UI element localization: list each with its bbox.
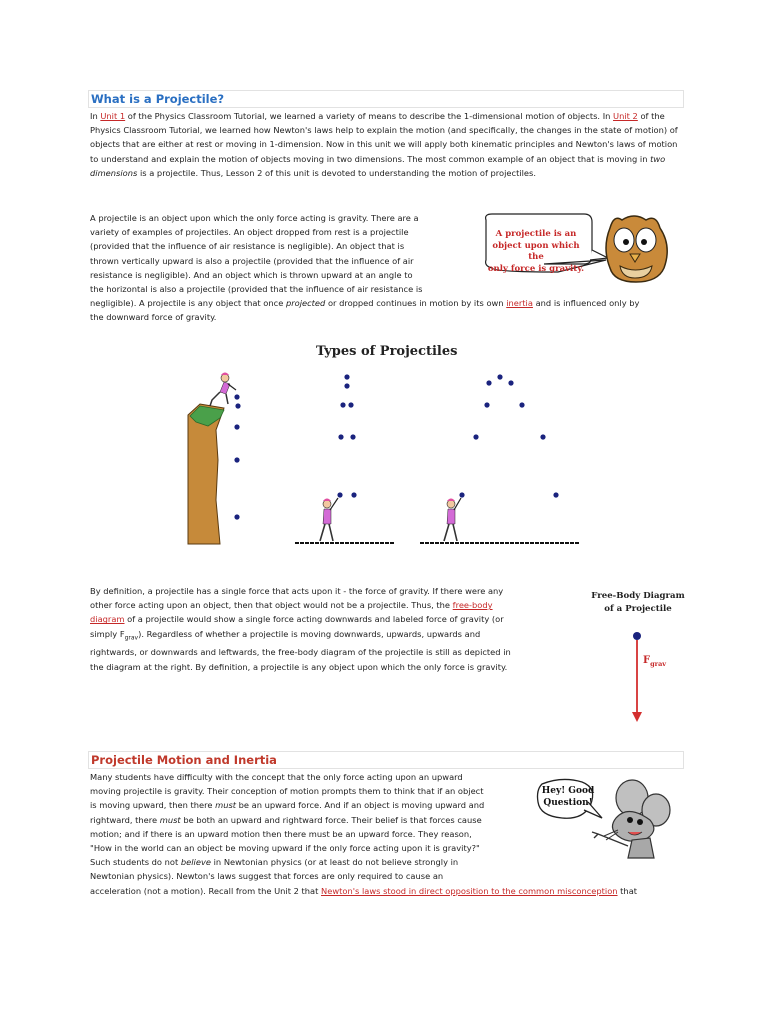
inertia-paragraph: Many students have difficulty with the concept that the only force acting upon an upward moving projectile is gravity. Their conception of motion prompts them to think that if an object is moving upward, then there must be an upward force. And if an object is moving upward and rightward, there must be both an upward and rightward force. Their belief is that forces cause motion; and if there is an upward motion then there must be an upward force. They reason, "How in the world can an object be moving upward if the only force acting upon it is gravity?" Such students do not believe in Newtonian physics (or at least do not believe strongly in Newtonian physics). Newton's laws suggest that forces are only required to cause an acceleration (not a motion). Recall from the Unit 2 that Newton's laws stood in direct opposition to the common misconception that bbox=[90, 772, 638, 896]
free-body-diagram-link[interactable]: free-body bbox=[452, 600, 493, 611]
person-throwing-angle-icon bbox=[444, 498, 461, 541]
types-of-projectiles-figure bbox=[180, 360, 580, 550]
person-on-cliff-icon bbox=[210, 373, 236, 407]
owl-speech-bubble: A projectile is an object upon which the only force is gravity. bbox=[487, 229, 585, 274]
owl-icon bbox=[606, 216, 667, 282]
free-body-diagram-image bbox=[625, 626, 655, 726]
projectile-definition-paragraph: A projectile is an object upon which the only force acting is gravity. There are a variety of examples of projectiles. An object dropped from rest is a projectile (provided that the influence of air resistance is negligible). An object that is thrown vertically upward is also a projectile (provided that the influence of air resistance is negligible). And an object which is thrown upward at an angle to the horizontal is also a projectile (provided that the influence of air resistance is negligible). A projectile is any object that once projected or dropped continues in motion by its own inertia and is influenced only by the downward force of gravity. bbox=[90, 213, 640, 323]
section-heading-projectile-motion-inertia: Projectile Motion and Inertia bbox=[88, 751, 684, 769]
section-heading-what-is-projectile: What is a Projectile? bbox=[88, 90, 684, 108]
mouse-icon bbox=[592, 780, 670, 858]
free-body-paragraph: By definition, a projectile has a single force that acts upon it - the force of gravity. If there were any other force acting upon an object, then that object would not be a projectile. Thus, the free-body diagram of a projectile would show a single force acting downwards and labeled force of gravity (or simply $F_{grav}$). Regardless of whether a projectile is moving downwards, upwards, upwards and rightwards, or downwards and leftwards, the free-body diagram of the projectile is still as depicted in the diagram at the right. By definition, a projectile is any object upon which the only force is gravity. bbox=[90, 586, 511, 672]
inertia-link[interactable]: inertia bbox=[506, 298, 533, 309]
fgrav-label: $F_{grav}$ bbox=[643, 655, 667, 668]
unit-1-link[interactable]: Unit 1 bbox=[100, 111, 126, 121]
person-throwing-up-icon bbox=[320, 498, 338, 541]
fbd-title: Free-Body Diagram of a Projectile bbox=[591, 591, 685, 614]
unit-2-link[interactable]: Unit 2 bbox=[613, 111, 638, 121]
figure-title: Types of Projectiles bbox=[316, 344, 458, 359]
mouse-speech-bubble: Hey! Good Question! bbox=[541, 786, 595, 808]
intro-paragraph: In Unit 1 of the Physics Classroom Tutorial, we learned a variety of means to describe the 1-dimensional motion of objects. In Unit 2 of the Physics Classroom Tutorial, we learned how Newton's laws help to explain the motion (and specifically, the changes in the state of motion) of objects that are either at rest or moving in 1-dimension. Now in this unit we will apply both kinematic principles and Newton's laws of motion to understand and explain the motion of objects moving in two dimensions. The most common example of an object that is moving in two dimensions is a projectile. Thus, Lesson 2 of this unit is devoted to understanding the motion of projectiles. bbox=[90, 111, 678, 178]
free-body-diagram-link-2[interactable]: diagram bbox=[90, 614, 125, 625]
newtons-laws-misconception-link[interactable]: Newton's laws stood in direct opposition to the common misconception bbox=[321, 885, 618, 896]
